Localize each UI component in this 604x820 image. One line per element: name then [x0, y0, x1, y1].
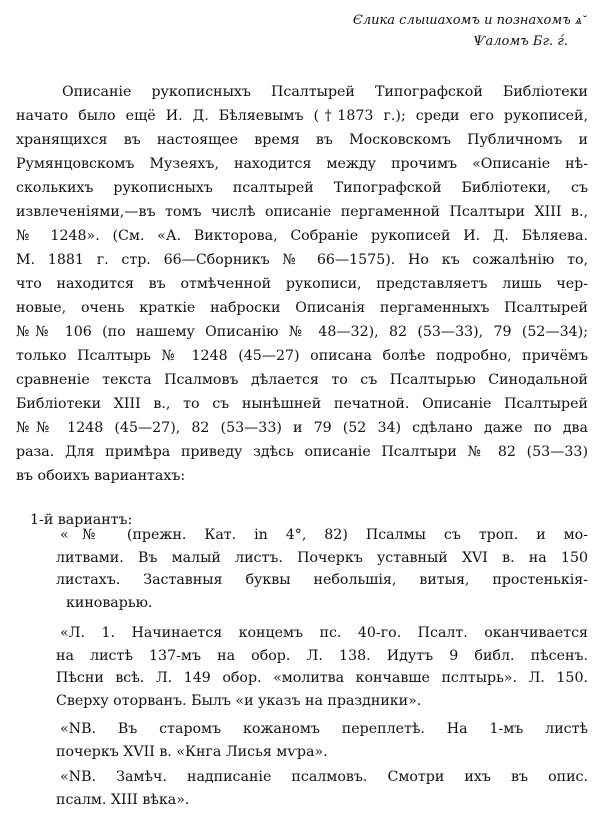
- quote-block-4: [56, 766, 588, 811]
- paragraph-line: № 1248». (См. «А. Викторова, Собраніе рукописей И. Д. Бѣляева.: [16, 228, 588, 244]
- quote-line: «NB. Замѣч. надписаніе псалмовъ. Смотри ихъ въ опис.: [60, 769, 588, 785]
- quote-line: на листѣ 137-мъ на обор. Л. 138. Идутъ 9 библ. пѣсенъ.: [56, 647, 588, 664]
- quote-line: Пѣсни всѣ. Л. 149 обор. «молитва кончавше пслтырь». Л. 150.: [56, 670, 588, 686]
- paragraph-line: раза. Для примѣра приведу здѣсь описаніе Псалтыри № 82 (53—33): [16, 444, 588, 460]
- epigraph: [282, 10, 582, 52]
- paragraph-line: только Псалтырь № 1248 (45—27) описана болѣе подробно, причёмъ: [16, 348, 588, 364]
- quote-line: псалм. XIII вѣка».: [56, 791, 190, 808]
- paragraph-line: начато было ещё И. Д. Бѣляевымъ (†1873 г.); среди его рукописей,: [16, 108, 588, 124]
- quote-line: почеркъ XVII в. «Кнга Лисья мѵра».: [56, 743, 328, 760]
- paragraph-line: хранящихся въ настоящее время въ Московскомъ Публичномъ и: [16, 132, 588, 148]
- main-paragraph: [16, 80, 588, 488]
- paragraph-line: что находится въ отмѣченной рукописи, представляетъ лишь чер-: [16, 276, 588, 292]
- quote-line: «№ (прежн. Кат. in 4°, 82) Псалмы съ троп. и мо-: [60, 527, 588, 543]
- paragraph-line: №№ 1248 (45—27), 82 (53—33) и 79 (52 34) сдѣлано даже по два: [16, 420, 588, 436]
- paragraph-line: извлеченіями,—въ томъ числѣ описаніе пергаменной Псалтыри XIII в.,: [16, 204, 588, 220]
- variant-heading: 1-й вариантъ:: [30, 512, 133, 528]
- epigraph-line-2: Ѱаломъ Бг. ѓ.: [473, 34, 568, 49]
- paragraph-line: №№ 106 (по нашему Описанію № 48—32), 82 (53—33), 79 (52—34);: [16, 324, 588, 340]
- quote-line: Сверху оторванъ. Былъ «и указъ на праздники».: [56, 692, 422, 709]
- epigraph-line-1: Єлика слышахомъ и познахомъ ѧ̆: [352, 13, 582, 28]
- quote-block-3: [56, 718, 588, 763]
- paragraph-line: М. 1881 г. стр. 66—Сборникъ № 66—1575). Но къ сожалѣнію то,: [16, 252, 588, 268]
- quote-line: литвами. Въ малый листъ. Почеркъ уставный XVI в. на 150: [56, 549, 588, 566]
- paragraph-line: новые, очень краткіе наброски Описанія пергаменныхъ Псалтырей: [16, 300, 588, 316]
- quote-block-2: [56, 622, 588, 712]
- paragraph-line: Румянцовскомъ Музеяхъ, находится между прочимъ «Описаніе нѣ-: [16, 156, 588, 172]
- quote-block-1: [56, 524, 588, 614]
- quote-line: «NB. Въ старомъ кожаномъ переплетѣ. На 1-мъ листѣ: [60, 721, 588, 737]
- paragraph-line: Описаніе рукописныхъ Псалтырей Типографской Библіотеки: [62, 84, 588, 100]
- quote-line: листахъ. Заставныя буквы небольшія, витыя, простенькія-: [56, 572, 588, 588]
- paragraph-line: сравненіе текста Псалмовъ дѣлается то съ Псалтырью Синодальной: [16, 372, 588, 388]
- quote-line: киноварью.: [66, 594, 153, 611]
- quote-line: «Л. 1. Начинается концемъ пс. 40-го. Псалт. оканчивается: [60, 625, 588, 641]
- paragraph-line: въ обоихъ вариантахъ:: [16, 468, 186, 484]
- paragraph-line: сколькихъ рукописныхъ псалтырей Типографской Библіотеки, съ: [16, 180, 588, 196]
- paragraph-line: Библіотеки XIII в., то съ нынѣшней печатной. Описаніе Псалтырей: [16, 396, 588, 412]
